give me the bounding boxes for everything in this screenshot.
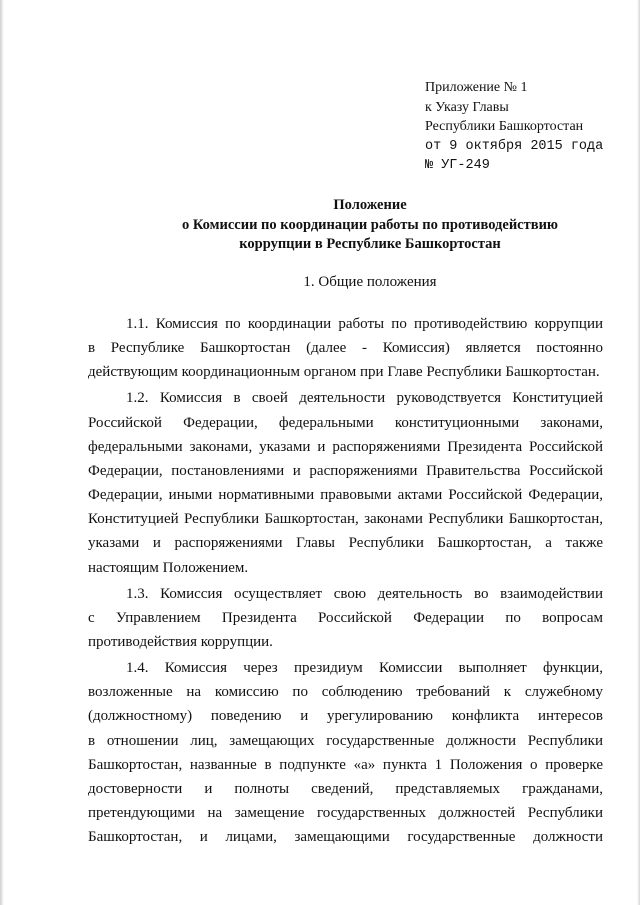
paragraph-1-4-line: Башкортостан, названные в подпункте «а» пункта 1 Положения о проверке [88,756,603,773]
paragraph-1-2-line: Федерации, постановлениями и распоряжениями Правительства Российской [88,462,603,479]
paragraph-1-1-line: 1.1. Комиссия по координации работы по противодействию коррупции [126,316,603,332]
paragraph-1-4-line: в отношении лиц, замещающих государственные должности Республики [88,732,603,749]
paragraph-1-1-line: действующим координационным органом при Главе Республики Башкортостан. [88,364,600,381]
paragraph-1-4-line: (должностному) поведению и урегулированию конфликта интересов [88,708,603,725]
paragraph-1-3-line: с Управлением Президента Российской Федерации по вопросам [88,609,603,626]
paragraph-1-4-line: 1.4. Комиссия через президиум Комиссии выполняет функции, [126,660,603,677]
paragraph-1-2-line: Российской Федерации, федеральными конституционными законами, [88,414,603,431]
paragraph-1-2-line: Конституцией Республики Башкортостан, законами Республики Башкортостан, [88,511,603,528]
annex-decree-ref: к Указу Главы [425,99,509,115]
body-text [88,312,603,850]
annex-republic: Республики Башкортостан [425,119,584,134]
paragraph-1-2-line: настоящим Положением. [88,559,249,576]
paragraph-1-2-line: Федерации, иными нормативными правовыми актами Российской Федерации, [88,487,603,504]
paragraph-1-2-line: 1.2. Комиссия в своей деятельности руководствуется Конституцией [126,390,603,407]
paragraph-1-3-line: 1.3. Комиссия осуществляет свою деятельность во взаимодействии [126,585,603,602]
annex-decree-number: № УГ-249 [425,158,490,173]
paragraph-1-4-line: достоверности и полноты сведений, представляемых гражданами, [88,780,603,797]
title-line-2: о Комиссии по координации работы по противодействию [181,216,559,233]
title-line-1: Положение [333,197,407,213]
annex-header [425,78,603,176]
section-heading: 1. Общие положения [303,274,437,290]
paragraph-1-3-line: противодействия коррупции. [88,634,273,651]
paragraph-1-4-line: претендующими на замещение государственных должностей Республики [88,805,603,822]
annex-date: от 9 октября 2015 года [425,138,604,154]
paragraph-1-2-line: указами и распоряжениями Главы Республики Башкортостан, а также [88,535,603,552]
paragraph-1-2-line: федеральными законами, указами и распоряжениями Президента Российской [88,438,603,455]
paragraph-1-4-line: Башкортостан, и лицами, замещающими государственные должности [88,829,603,846]
document-title [80,196,640,255]
paragraph-1-4-line: возложенные на комиссию по соблюдению требований к служебному [88,684,603,701]
annex-number: Приложение № 1 [425,80,528,95]
scan-left-edge [0,0,4,905]
title-line-3: коррупции в Республике Башкортостан [239,236,501,252]
paragraph-1-1-line: в Республике Башкортостан (далее - Комиссия) является постоянно [88,340,603,357]
